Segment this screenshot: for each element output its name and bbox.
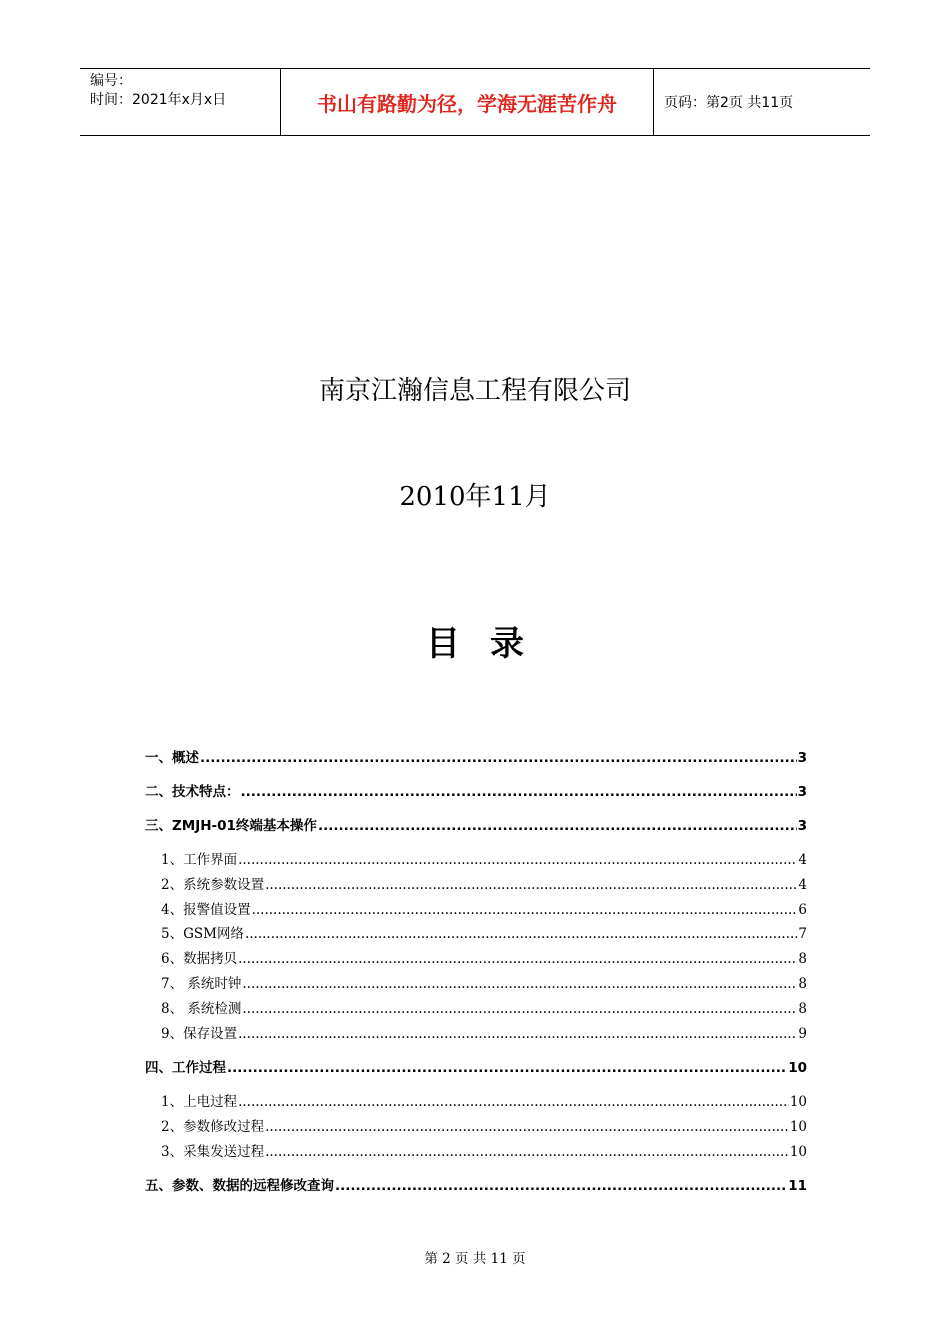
toc-entry-page: 3: [797, 784, 807, 800]
toc-entry[interactable]: [145, 898, 807, 918]
toc-entry-title: 三、ZMJH-01终端基本操作: [145, 818, 317, 834]
toc-entry-title: 一、概述: [145, 750, 199, 766]
toc-entry-page: 8: [798, 976, 807, 992]
toc-entry-title: 9、保存设置: [161, 1026, 238, 1042]
header-meta-cell: [80, 69, 281, 135]
toc-entry-page: 10: [788, 1060, 807, 1076]
toc-title: 目录: [426, 624, 554, 664]
toc-entry-title: 2、系统参数设置: [161, 877, 265, 893]
toc-leader-dots: [245, 926, 797, 942]
toc-leader-dots: [238, 1026, 797, 1042]
toc-entry-title: 五、参数、数据的远程修改查询: [145, 1178, 334, 1194]
toc-entry-title: 4、报警值设置: [161, 902, 251, 918]
toc-entry-page: 10: [789, 1094, 807, 1110]
toc-entry[interactable]: [145, 972, 807, 992]
toc-entry-page: 3: [797, 750, 807, 766]
document-header: [80, 68, 870, 136]
toc-entry[interactable]: [145, 814, 807, 834]
toc-entry[interactable]: [145, 780, 807, 800]
toc-entry[interactable]: [145, 848, 807, 868]
toc-entry[interactable]: [145, 1056, 807, 1076]
toc-leader-dots: [238, 852, 797, 868]
toc-leader-dots: [265, 1144, 789, 1160]
toc-entry[interactable]: [145, 1022, 807, 1042]
toc-leader-dots: [252, 902, 798, 918]
toc-entry-title: 四、工作过程: [145, 1060, 226, 1076]
header-page-info: 页码：第2页 共11页: [664, 95, 794, 111]
toc-leader-dots: [318, 818, 797, 834]
toc-leader-dots: [265, 877, 797, 893]
toc-entry-title: 5、GSM网络: [161, 926, 244, 942]
toc-entry[interactable]: [145, 947, 807, 967]
cover-date: 2010年11月: [399, 482, 551, 512]
toc-leader-dots: [200, 750, 797, 766]
header-motto: 书山有路勤为径，学海无涯苦作舟: [281, 69, 654, 135]
toc-leader-dots: [241, 784, 797, 800]
toc-entry-page: 8: [798, 951, 807, 967]
toc-entry-title: 二、技术特点：: [145, 784, 240, 800]
toc-entry-title: 1、工作界面: [161, 852, 238, 868]
toc-entry-page: 4: [798, 852, 807, 868]
toc-entry-page: 3: [797, 818, 807, 834]
toc-entry-page: 7: [798, 926, 807, 942]
toc-entry-title: 2、参数修改过程: [161, 1119, 265, 1135]
toc-entry[interactable]: [145, 922, 807, 942]
toc-entry-page: 11: [788, 1178, 807, 1194]
toc-entry-page: 10: [789, 1119, 807, 1135]
toc-entry-page: 6: [798, 902, 807, 918]
header-time-label: 时间：2021年x月x日: [90, 92, 227, 108]
toc-leader-dots: [242, 976, 797, 992]
toc-entry-title: 3、采集发送过程: [161, 1144, 265, 1160]
toc-entry-page: 10: [789, 1144, 807, 1160]
toc-entry-page: 8: [798, 1001, 807, 1017]
toc-entry-title: 1、上电过程: [161, 1094, 238, 1110]
toc-entry-page: 4: [798, 877, 807, 893]
toc-entry[interactable]: [145, 1090, 807, 1110]
toc-entry[interactable]: [145, 1140, 807, 1160]
toc-entry-title: 8、 系统检测: [161, 1001, 242, 1017]
toc-entry[interactable]: [145, 1115, 807, 1135]
toc-entry-title: 7、 系统时钟: [161, 976, 242, 992]
toc-entry-title: 6、数据拷贝: [161, 951, 238, 967]
toc-entry[interactable]: [145, 1174, 807, 1194]
header-number-label: 编号：: [90, 73, 132, 89]
toc-leader-dots: [238, 1094, 789, 1110]
page-footer: 第 2 页 共 11 页: [424, 1251, 526, 1267]
toc-entry[interactable]: [145, 746, 807, 766]
toc-leader-dots: [265, 1119, 789, 1135]
toc-leader-dots: [242, 1001, 797, 1017]
toc-entry[interactable]: [145, 997, 807, 1017]
toc-entry[interactable]: [145, 873, 807, 893]
toc-entry-page: 9: [798, 1026, 807, 1042]
company-name: 南京江瀚信息工程有限公司: [318, 376, 631, 406]
toc-leader-dots: [227, 1060, 787, 1076]
toc-leader-dots: [238, 951, 797, 967]
toc-leader-dots: [335, 1178, 787, 1194]
